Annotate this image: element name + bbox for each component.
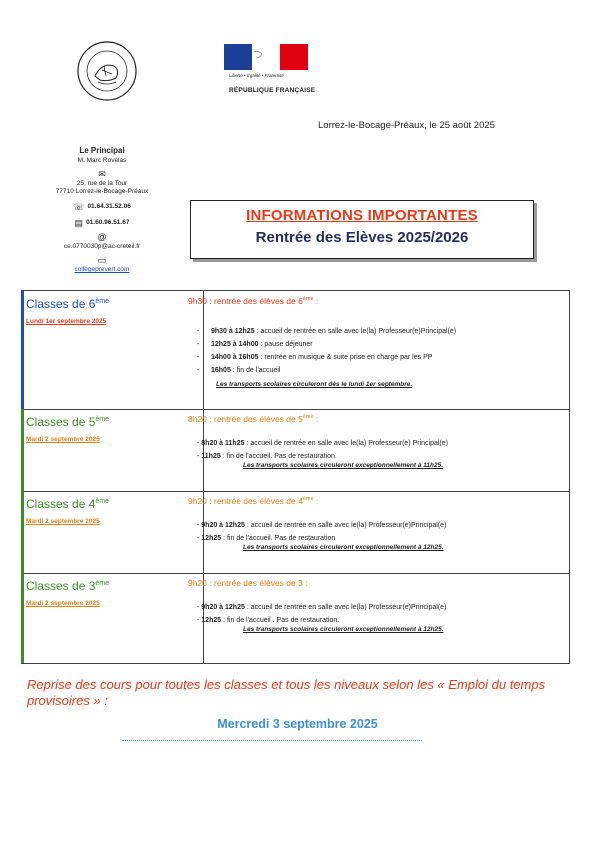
schedule-item-time: 16h05 [211,367,231,374]
schedule-item-text: : accueil de rentrée en salle avec le(la) Professeur(e)Principal(e) [244,522,447,529]
class-date: Mardi 2 septembre 2025 [26,436,100,443]
arrival-time-slot: 9h30 : rentrée des élèves de 6ème : [188,296,319,306]
address-line-1: 25, rue de la Tour [76,179,128,187]
bullet-dash: - [197,604,202,611]
class-date: Mardi 2 septembre 2025 [26,600,100,607]
row-divider [21,573,569,574]
document-date: Lorrez-le-Bocage-Préaux, le 25 août 2025 [318,120,495,131]
sender-block [40,146,164,275]
schedule-item-text: : fin de l'accueil. Pas de restauration [221,535,336,542]
class-name: Classes de 3ème [26,579,110,593]
schedule-item-text: : pause déjeuner [258,341,313,348]
first-day-date: Mercredi 3 septembre 2025 [217,717,378,731]
schedule-items [197,601,446,627]
dotted-divider [122,740,422,741]
address-line-2: 77710 Lorrez-le-Bocage-Préaux [55,188,149,196]
schedule-item-time: 9h20 à 12h25 [201,604,245,611]
bullet-dash: - [197,354,211,361]
row-accent-bar [21,409,24,491]
class-name: Classes de 5ème [26,415,110,429]
schedule-item-time: 11h25 [201,453,221,460]
bullet-dash: - [197,453,202,460]
schedule-item [197,519,446,532]
arrival-time-slot: 9h20 : rentrée des élèves de 4ème : [188,496,319,506]
schedule-item [197,325,456,338]
schedule-item-text: : accueil de rentrée en salle avec le(la) Professeur(e)Principal(e) [254,328,457,335]
class-name: Classes de 6ème [26,297,110,311]
schedule-item [197,351,456,364]
bullet-dash: - [197,440,202,447]
bullet-dash: - [197,617,202,624]
schedule-item-time: 9h20 à 12h25 [201,522,245,529]
row-accent-bar [21,573,24,663]
arrival-time-slot: 9h20 : rentrée des élèves de 3 : [188,578,308,588]
phone-number: 01.64.31.52.06 [87,202,131,210]
bullet-dash: - [197,328,211,335]
computer-icon: ▭ [97,255,107,266]
schedule-item-time: 9h30 à 12h25 [211,328,255,335]
schedule-item-text: : accueil de rentrée en salle avec le(la) Professeur(e)Principal(e) [244,604,447,611]
college-seal-logo [76,40,138,102]
class-name: Classes de 4ème [26,497,110,511]
fax-icon: ▤ [74,218,84,229]
schedule-items [197,325,456,377]
republic-motto: Liberté • Égalité • Fraternité [229,73,284,78]
transport-notice: Les transports scolaires circuleront exceptionnellement à 12h25. [243,626,444,633]
sender-name: M. Marc Rovélas [77,156,127,164]
schedule-item-time: 12h25 [201,535,222,542]
bullet-dash: - [197,367,211,374]
at-sign-icon: @ [97,232,107,243]
document-title: INFORMATIONS IMPORTANTES [246,207,478,224]
schedule-item-time: 12h25 à 14h00 [211,341,259,348]
resume-notice: Reprise des cours pour toutes les classes et tous les niveaux selon les « Emploi du temps provisoires » : [27,677,546,708]
schedule-item-time: 8h20 à 11h25 [201,440,245,447]
row-divider [21,409,569,410]
sender-title: Le Principal [79,146,125,155]
schedule-item [197,364,456,377]
schedule-items [197,437,448,463]
schedule-item [197,601,446,614]
schedule-item-text: : fin de l'accueil. Pas de restauration. [220,453,337,460]
website-link[interactable]: collegeprevert.com [74,266,130,274]
republic-name: RÉPUBLIQUE FRANÇAISE [229,87,316,94]
transport-notice: Les transports scolaires circuleront dès le lundi 1er septembre. [216,381,413,388]
schedule-item-text: : accueil de rentrée en salle avec le(la) Professeur(e) Principal(e) [244,440,448,447]
title-box [190,200,534,259]
schedule-item-time: 14h00 à 16h05 [211,354,259,361]
schedule-item-text: : rentrée en musique & suite prise en charge par les PP [258,354,433,361]
schedule-item-text: : fin de l'accueil [230,367,281,374]
arrival-time-slot: 8h20 : rentrée des élèves de 5ème : [188,414,319,424]
row-accent-bar [21,291,24,409]
email-address[interactable]: ce.0770030p@ac-creteil.fr [63,243,141,251]
schedule-item-text: : fin de l'accueil . Pas de restauration. [221,617,340,624]
bullet-dash: - [197,535,202,542]
row-accent-bar [21,491,24,573]
transport-notice: Les transports scolaires circuleront exceptionnellement à 12h25. [243,544,444,551]
bullet-dash: - [197,522,202,529]
schedule-table [21,290,570,664]
phone-icon: ☏ [73,202,85,213]
schedule-item-time: 12h25 [201,617,222,624]
class-date: Mardi 2 septembre 2025 [26,518,100,525]
document-subtitle: Rentrée des Elèves 2025/2026 [255,229,469,246]
schedule-item [197,437,448,450]
row-divider [21,491,569,492]
schedule-item [197,338,456,351]
bullet-dash: - [197,341,211,348]
class-date: Lundi 1er septembre 2025 [26,318,107,325]
schedule-items [197,519,446,545]
envelope-icon: ✉ [98,168,106,179]
transport-notice: Les transports scolaires circuleront exceptionnellement à 11h25. [243,462,444,469]
fax-number: 01.60.96.51.67 [86,218,130,226]
